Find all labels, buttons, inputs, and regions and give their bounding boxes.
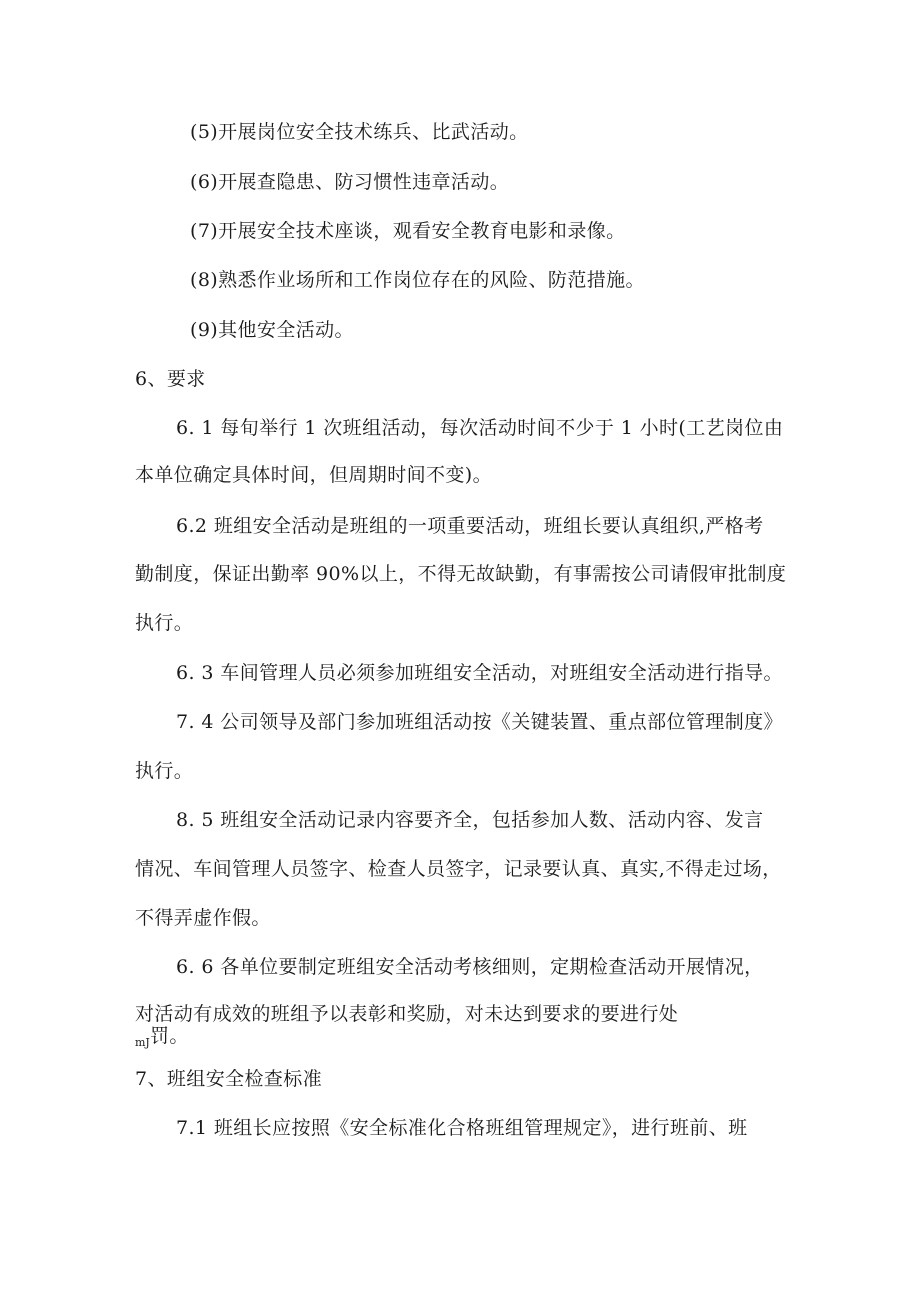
para-8-5-line-2: 情况、车间管理人员签字、检查人员签字，记录要认真、真实,不得走过场， [135, 858, 782, 880]
item-5: (5)开展岗位安全技术练兵、比武活动。 [190, 121, 529, 143]
para-6-6-line-3: 罚。 [150, 1025, 189, 1047]
ocr-artifact-text: mJ [135, 1036, 150, 1049]
para-8-5-line-3: 不得弄虚作假。 [135, 907, 271, 929]
para-6-6-line-1: 6. 6 各单位要制定班组安全活动考核细则，定期检查活动开展情况， [176, 956, 764, 978]
para-7-1-line-1: 7.1 班组长应按照《安全标准化合格班组管理规定》，进行班前、班 [176, 1117, 748, 1139]
para-6-3: 6. 3 车间管理人员必须参加班组安全活动，对班组安全活动进行指导。 [176, 662, 783, 684]
item-7: (7)开展安全技术座谈，观看安全教育电影和录像。 [190, 220, 626, 242]
para-7-4-line-2: 执行。 [135, 760, 194, 782]
para-6-1-line-1: 6. 1 每旬举行 1 次班组活动，每次活动时间不少于 1 小时(工艺岗位由 [176, 417, 784, 439]
para-8-5-line-1: 8. 5 班组安全活动记录内容要齐全，包括参加人数、活动内容、发言 [176, 809, 764, 831]
item-6: (6)开展查隐患、防习惯性违章活动。 [190, 171, 510, 193]
para-6-2-line-3: 执行。 [135, 612, 194, 634]
section-heading-6: 6、要求 [135, 368, 206, 390]
para-6-2-line-1: 6.2 班组安全活动是班组的一项重要活动，班组长要认真组织,严格考 [176, 515, 764, 537]
section-heading-7: 7、班组安全检查标准 [135, 1068, 323, 1090]
para-7-4-line-1: 7. 4 公司领导及部门参加班组活动按《关键装置、重点部位管理制度》 [176, 711, 783, 733]
item-8: (8)熟悉作业场所和工作岗位存在的风险、防范措施。 [190, 269, 645, 291]
para-6-6-line-2: 对活动有成效的班组予以表彰和奖励，对未达到要求的要进行处 [135, 1003, 679, 1025]
para-6-2-line-2: 勤制度，保证出勤率 90%以上，不得无故缺勤，有事需按公司请假审批制度 [135, 563, 787, 585]
item-9: (9)其他安全活动。 [190, 319, 354, 341]
para-6-1-line-2: 本单位确定具体时间，但周期时间不变)。 [135, 464, 493, 486]
